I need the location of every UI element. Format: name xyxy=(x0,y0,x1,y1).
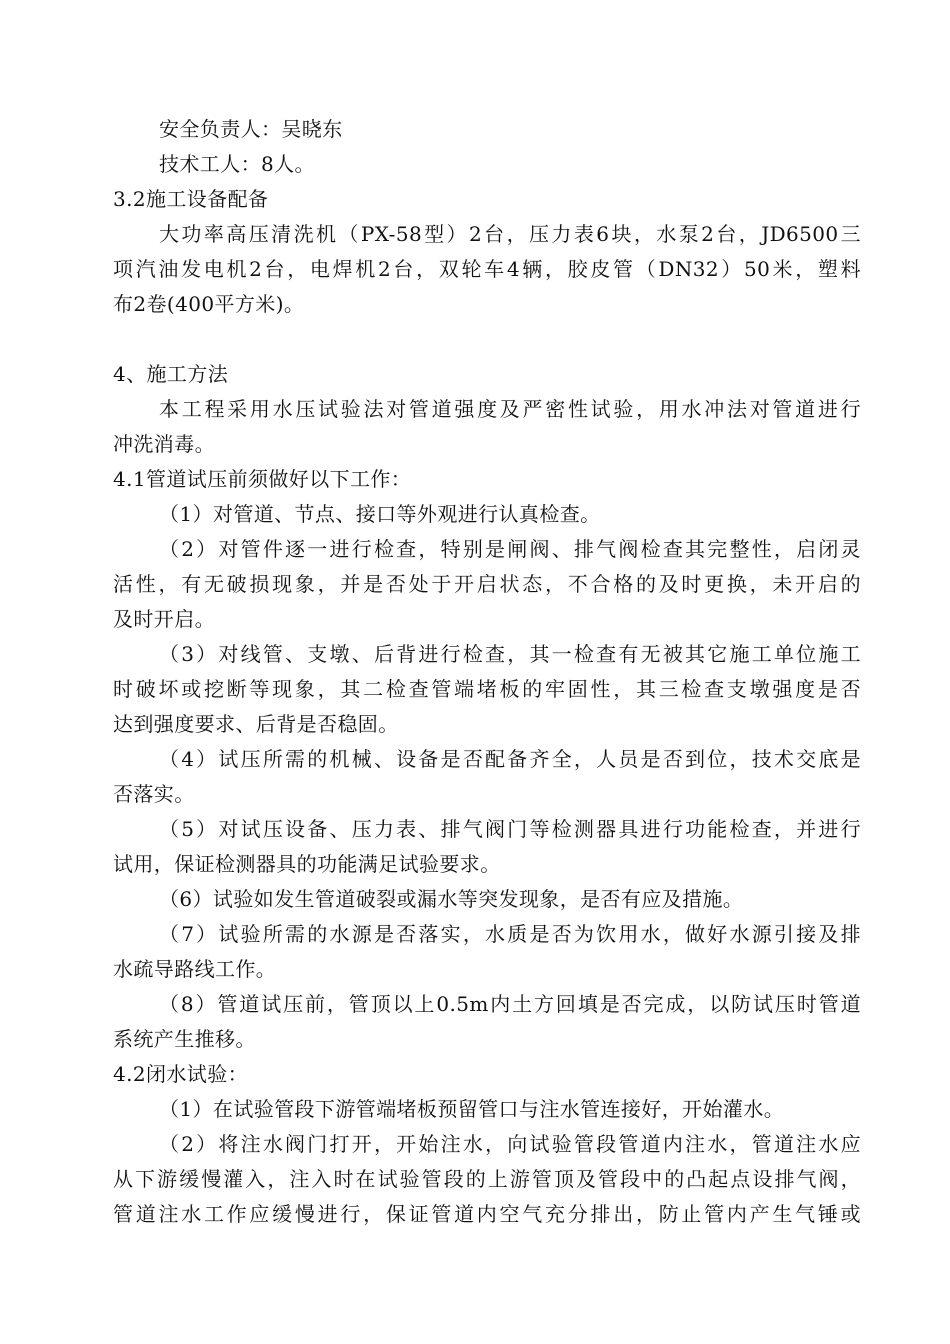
text-line-technical-workers: 技术工人：8人。 xyxy=(159,152,315,176)
list-item-7-line-2: 水疏导路线工作。 xyxy=(113,957,277,981)
text-line-safety-officer: 安全负责人：吴晓东 xyxy=(159,117,343,141)
paragraph-line-equipment-2: 项汽油发电机2台，电焊机2台，双轮车4辆，胶皮管（DN32）50米，塑料 xyxy=(113,257,861,281)
paragraph-line-method-2: 冲洗消毒。 xyxy=(113,432,215,456)
list-item-2-line-2: 活性，有无破损现象，并是否处于开启状态，不合格的及时更换，未开启的 xyxy=(113,572,861,596)
closed-water-test-item-2-line-1: （2）将注水阀门打开，开始注水，向试验管段管道内注水，管道注水应 xyxy=(159,1132,861,1156)
list-item-3-line-2: 时破坏或挖断等现象，其二检查管端堵板的牢固性，其三检查支墩强度是否 xyxy=(113,677,861,701)
closed-water-test-item-2-line-3: 管道注水工作应缓慢进行，保证管道内空气充分排出，防止管内产生气锤或 xyxy=(113,1202,861,1226)
paragraph-line-equipment-3: 布2卷(400平方米)。 xyxy=(113,292,305,316)
blank-line xyxy=(113,322,861,357)
list-item-3-line-3: 达到强度要求、后背是否稳固。 xyxy=(113,712,399,736)
list-item-7-line-1: （7）试验所需的水源是否落实，水质是否为饮用水，做好水源引接及排 xyxy=(159,922,861,946)
list-item-4-line-2: 否落实。 xyxy=(113,782,195,806)
list-item-3-line-1: （3）对线管、支墩、后背进行检查，其一检查有无被其它施工单位施工 xyxy=(159,642,861,666)
closed-water-test-item-2-line-2: 从下游缓慢灌入，注入时在试验管段的上游管顶及管段中的凸起点设排气阀， xyxy=(113,1167,861,1191)
document-page xyxy=(113,112,861,1232)
list-item-5-line-1: （5）对试压设备、压力表、排气阀门等检测器具进行功能检查，并进行 xyxy=(159,817,861,841)
list-item-6: （6）试验如发生管道破裂或漏水等突发现象，是否有应及措施。 xyxy=(159,887,744,911)
list-item-8-line-2: 系统产生推移。 xyxy=(113,1027,256,1051)
section-heading-4-2: 4.2闭水试验： xyxy=(113,1062,249,1086)
list-item-2-line-3: 及时开启。 xyxy=(113,607,215,631)
paragraph-line-method-1: 本工程采用水压试验法对管道强度及严密性试验，用水冲法对管道进行 xyxy=(159,397,861,421)
section-heading-3-2: 3.2施工设备配备 xyxy=(113,187,269,211)
list-item-1: （1）对管道、节点、接口等外观进行认真检查。 xyxy=(159,502,601,526)
section-heading-4: 4、施工方法 xyxy=(113,362,229,386)
list-item-8-line-1: （8）管道试压前，管顶以上0.5m内土方回填是否完成，以防试压时管道 xyxy=(159,992,861,1016)
paragraph-line-equipment-1: 大功率高压清洗机（PX-58型）2台，压力表6块，水泵2台，JD6500三 xyxy=(159,222,861,246)
closed-water-test-item-1: （1）在试验管段下游管端堵板预留管口与注水管连接好，开始灌水。 xyxy=(159,1097,785,1121)
section-heading-4-1: 4.1管道试压前须做好以下工作： xyxy=(113,467,412,491)
list-item-5-line-2: 试用，保证检测器具的功能满足试验要求。 xyxy=(113,852,501,876)
list-item-2-line-1: （2）对管件逐一进行检查，特别是闸阀、排气阀检查其完整性，启闭灵 xyxy=(159,537,861,561)
list-item-4-line-1: （4）试压所需的机械、设备是否配备齐全，人员是否到位，技术交底是 xyxy=(159,747,861,771)
